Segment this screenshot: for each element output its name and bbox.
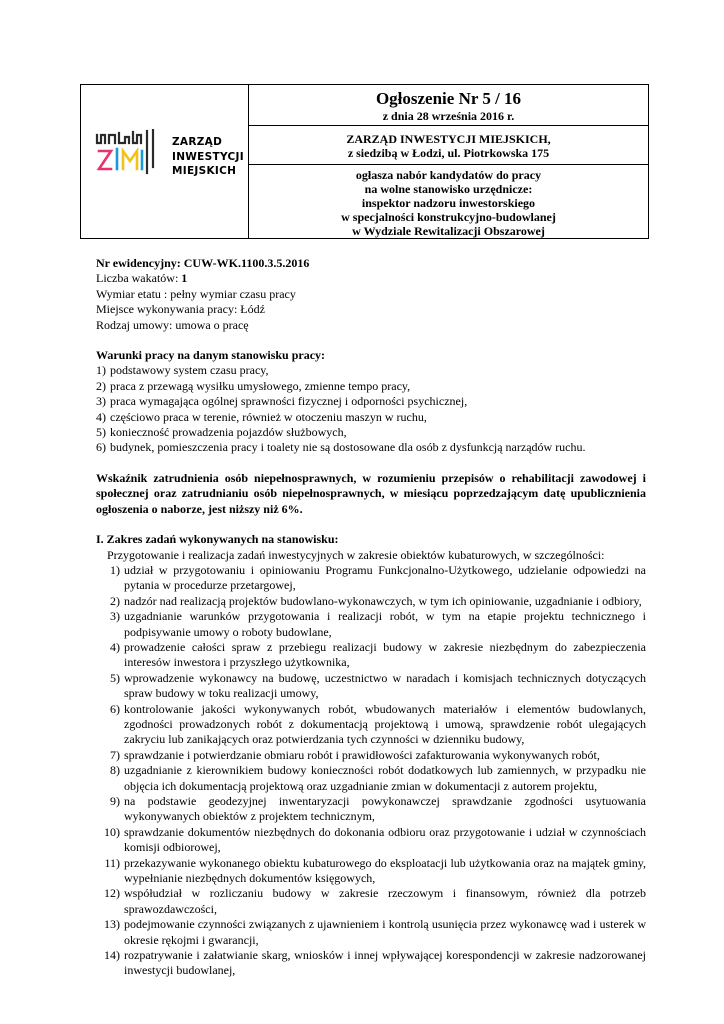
condition-item	[96, 363, 646, 378]
task-item-text: sprawdzanie dokumentów niezbędnych do dokonania odbioru oraz przygotowanie i udział w czynnościach komisji odbiorowej,	[124, 824, 646, 855]
announce-line: w Wydziale Rewitalizacji Obszarowej	[352, 224, 545, 238]
header-table	[80, 84, 649, 239]
task-item-text: rozpatrywanie i załatwianie skarg, wniosków i innej wpływającej korespondencji w zakresie nadzorowanej inwestycji budowlanej,	[124, 948, 646, 978]
task-item	[96, 948, 646, 979]
condition-item	[96, 440, 646, 455]
condition-item-number: 1)	[96, 363, 106, 378]
condition-item-number: 5)	[96, 425, 106, 440]
condition-item	[96, 379, 646, 394]
task-item	[96, 886, 646, 917]
announcement-title-row	[249, 85, 648, 126]
task-item-text: kontrolowanie jakości wykonywanych robót, wbudowanych materiałów i elementów budowlanych, zgodności prowadzonych robót z dokumentacją projektową i umową, sprawdzenie robót ulegających zakryciu lub zanikających oraz potwierdzania tych czynności w dzienniku budowy,	[124, 701, 646, 747]
condition-item	[96, 425, 646, 440]
condition-item-text: podstawowy system czasu pracy,	[110, 363, 269, 378]
task-item-number: 9)	[110, 794, 120, 808]
employment-type: Wymiar etatu : pełny wymiar czasu pracy	[96, 286, 296, 301]
task-item-number: 7)	[110, 747, 120, 762]
conditions-list	[96, 363, 646, 455]
task-item-number: 6)	[110, 701, 120, 716]
zim-logo-icon	[95, 129, 165, 175]
announce-line: w specjalności konstrukcyjno-budowlanej	[341, 210, 556, 224]
vacancies-label: Liczba wakatów:	[96, 271, 182, 286]
company-address: z siedzibą w Łodzi, ul. Piotrkowska 175	[347, 145, 550, 160]
task-item-text: na podstawie geodezyjnej inwentaryzacji powykonawczej sprawdzanie zgodności usytuowania wykonywanych obiektów z projektem technicznym,	[124, 794, 646, 824]
announcement-title: Ogłoszenie Nr 5 / 16	[375, 89, 522, 108]
task-item	[96, 640, 646, 671]
vacancies	[96, 271, 646, 286]
company-row	[249, 126, 648, 165]
task-item-text: przekazywanie wykonanego obiektu kubaturowego do eksploatacji lub użytkowania oraz na majątek gminy, wypełnianie niezbędnych dokumentów księgowych,	[124, 855, 646, 886]
task-item-number: 4)	[110, 639, 120, 654]
condition-item	[96, 410, 646, 425]
tasks-list	[96, 563, 646, 979]
announcement-date: z dnia 28 września 2016 r.	[382, 109, 515, 123]
task-item-text: nadzór nad realizacją projektów budowlano-wykonawczych, w tym ich opiniowanie, uzgadnianie i odbiory,	[124, 593, 642, 608]
condition-item-text: konieczność prowadzenia pojazdów służbowych,	[110, 425, 347, 440]
contract-type: Rodzaj umowy: umowa o pracę	[96, 317, 249, 332]
task-item-number: 13)	[104, 917, 120, 932]
task-item-text: sprawdzanie i potwierdzanie obmiaru robót i prawidłowości zafakturowania wykonywanych robót,	[124, 747, 600, 762]
task-item	[96, 671, 646, 702]
task-item-text: podejmowanie czynności związanych z ujawnieniem i kontrolą usunięcia przez wykonawcę wad i usterek w okresie rękojmi i gwarancji,	[124, 917, 646, 947]
task-item-number: 1)	[110, 562, 120, 577]
task-item	[96, 794, 646, 825]
logo-line-3: MIEJSKICH	[172, 165, 237, 177]
condition-item-number: 4)	[96, 409, 106, 424]
announce-line: ogłasza nabór kandydatów do pracy	[355, 168, 542, 182]
announce-line: na wolne stanowisko urzędnicze:	[364, 182, 533, 196]
task-item	[96, 856, 646, 887]
task-item	[96, 763, 646, 794]
logo-line-1: ZARZĄD	[172, 136, 223, 148]
conditions-heading: Warunki pracy na danym stanowisku pracy:	[96, 348, 326, 363]
task-item-text: współudział w rozliczaniu budowy w zakresie rzeczowym i finansowym, również dla potrzeb sprawozdawczości,	[124, 886, 646, 916]
task-item	[96, 702, 646, 748]
task-item	[96, 609, 646, 640]
disability-statement: Wskaźnik zatrudnienia osób niepełnosprawnych, w rozumieniu przepisów o rehabilitacji zawodowej i społecznej oraz zatrudnianiu osób niepełnosprawnych, w miesiącu poprzedzającym datę upublicznienia ogłoszenia o naborze, jest niższy niż 6%.	[96, 470, 646, 516]
task-item-number: 12)	[104, 886, 120, 901]
condition-item-number: 2)	[96, 378, 106, 393]
logo-line-2: INWESTYCJI	[172, 150, 244, 163]
condition-item-number: 3)	[96, 394, 106, 409]
task-item-number: 11)	[104, 855, 120, 870]
task-item-text: uzgadnianie warunków przygotowania i realizacji robót, w tym na etapie projektu technicznego i podpisywanie umowy o roboty budowlane,	[124, 609, 646, 639]
document-body	[96, 256, 646, 979]
tasks-heading: I. Zakres zadań wykonywanych na stanowisku:	[96, 532, 339, 547]
condition-item	[96, 394, 646, 409]
task-item-text: udział w przygotowaniu i opiniowaniu Programu Funkcjonalno-Użytkowego, udzielanie odpowiedzi na pytania w procedurze przetargowej,	[124, 562, 646, 593]
reference-number: Nr ewidencyjny: CUW-WK.1100.3.5.2016	[96, 256, 310, 270]
company-name: ZARZĄD INWESTYCJI MIEJSKICH,	[346, 131, 551, 146]
task-item-text: uzgadnianie z kierownikiem budowy konieczności robót dodatkowych lub zamiennych, w przypadku nie objęcia ich dokumentacją projektową oraz uzgadnianie zmian w dokumentacji z autorem projektu,	[124, 763, 646, 793]
tasks-intro: Przygotowanie i realizacja zadań inwestycyjnych w zakresie obiektów kubaturowych, w szczególności:	[107, 547, 605, 562]
task-item-number: 10)	[104, 824, 120, 839]
condition-item-text: budynek, pomieszczenia pracy i toalety nie są dostosowane dla osób z dysfunkcją narządów ruchu.	[110, 440, 586, 455]
task-item	[96, 594, 646, 609]
condition-item-text: praca z przewagą wysiłku umysłowego, zmienne tempo pracy,	[110, 378, 411, 393]
task-item-number: 3)	[110, 609, 120, 624]
task-item-number: 5)	[110, 670, 120, 685]
announce-line: inspektor nadzoru inwestorskiego	[361, 196, 536, 210]
task-item	[96, 748, 646, 763]
task-item-text: wprowadzenie wykonawcy na budowę, uczestnictwo w naradach i komisjach technicznych dotyczących spraw budowy w toku realizacji umowy,	[124, 670, 646, 701]
logo-cell	[81, 85, 249, 238]
task-item-number: 8)	[110, 763, 120, 778]
task-item	[96, 825, 646, 856]
condition-item-text: częściowo praca w terenie, również w otoczeniu maszyn w ruchu,	[110, 409, 427, 424]
position-row	[249, 165, 648, 238]
vacancies-value: 1	[181, 271, 188, 286]
task-item	[96, 917, 646, 948]
task-item-number: 14)	[104, 948, 120, 963]
work-place: Miejsce wykonywania pracy: Łódź	[96, 302, 265, 317]
condition-item-text: praca wymagająca ogólnej sprawności fizycznej i odporności psychicznej,	[110, 394, 468, 409]
task-item	[96, 563, 646, 594]
condition-item-number: 6)	[96, 440, 106, 455]
logo-wordmark	[172, 135, 244, 179]
task-item-text: prowadzenie całości spraw z przebiegu realizacji budowy w zakresie niezbędnym do zabezpieczenia interesów inwestora i przyszłego użytkownika,	[124, 639, 646, 670]
header-info	[249, 85, 648, 238]
task-item-number: 2)	[110, 593, 120, 608]
